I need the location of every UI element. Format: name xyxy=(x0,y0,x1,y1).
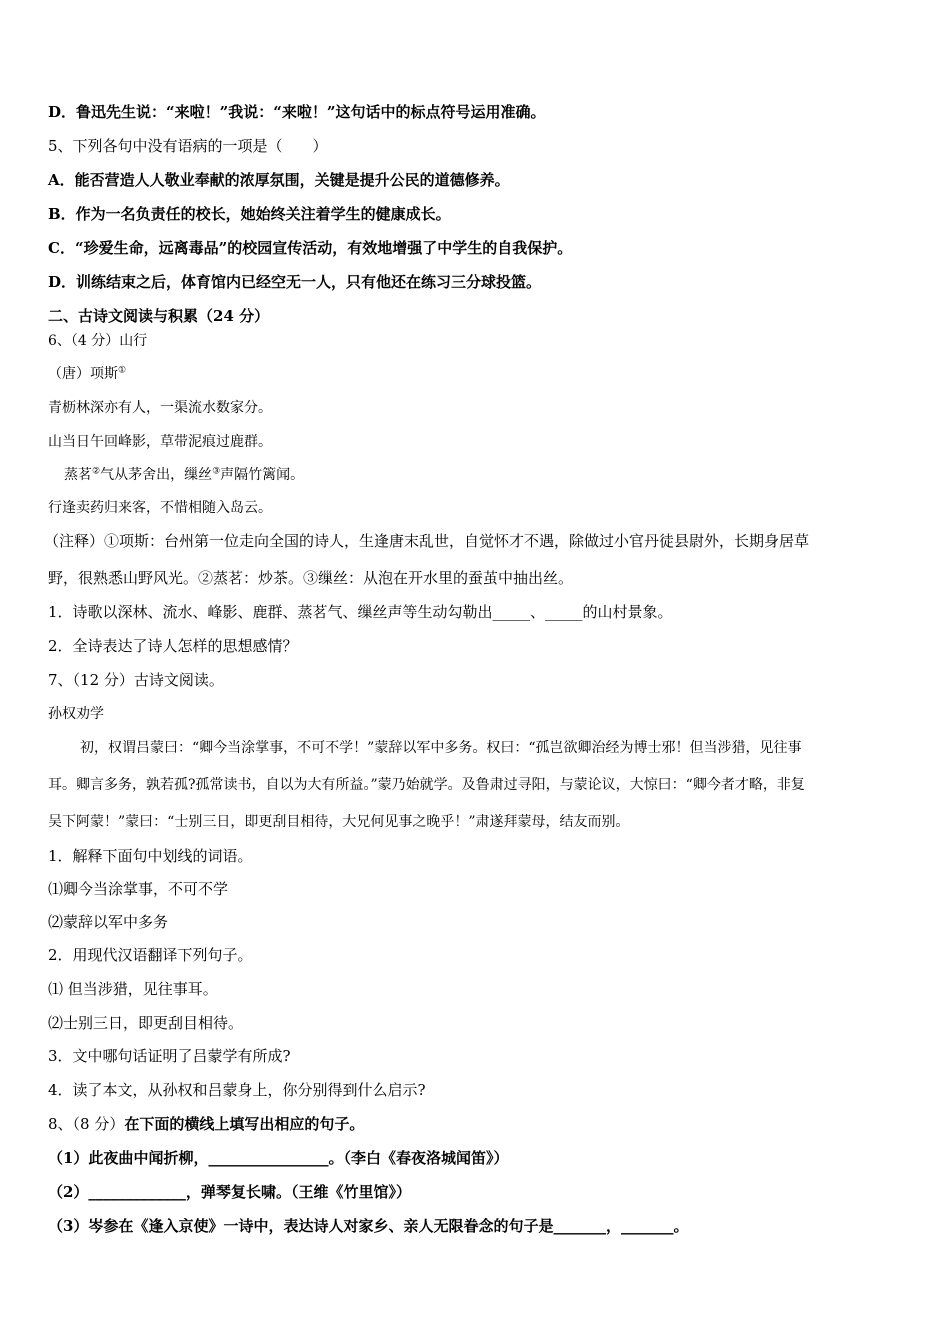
q4-option-d: D．鲁迅先生说：“来啦！”我说：“来啦！”这句话中的标点符号运用准确。 xyxy=(48,103,546,121)
q7-text-line-3: 吴下阿蒙！”蒙曰：“士别三日，即更刮目相待，大兄何见事之晚乎！”肃遂拜蒙母，结友而别。 xyxy=(48,814,630,830)
q7-sub-1: 1．解释下面句中划线的词语。 xyxy=(48,847,253,865)
q7-sub-1-2: ⑵蒙辞以军中多务 xyxy=(48,913,169,931)
q7-sub-3: 3．文中哪句话证明了吕蒙学有所成? xyxy=(48,1047,291,1065)
q7-sub-4: 4．读了本文，从孙权和吕蒙身上，你分别得到什么启示? xyxy=(48,1081,426,1099)
q6-poem-line-2: 山当日午回峰影，草带泥痕过鹿群。 xyxy=(48,434,272,450)
q6-stem: 6、（4 分）山行 xyxy=(48,333,148,349)
q8-item-1: （1）此夜曲中闻折柳，________________。（李白《春夜洛城闻笛》） xyxy=(48,1149,509,1167)
q6-poem-line-1: 青枥林深亦有人，一渠流水数家分。 xyxy=(48,400,272,416)
q6-author: （唐）项斯① xyxy=(48,365,127,382)
q5-option-c: C．“珍爱生命，远离毒品”的校园宣传活动，有效地增强了中学生的自我保护。 xyxy=(48,239,573,257)
q8-item-3: （3）岑参在《逢入京使》一诗中，表达诗人对家乡、亲人无限眷念的句子是_______，_______。 xyxy=(48,1217,689,1235)
q6-poem-line-4: 行逢卖药归来客，不惜相随入岛云。 xyxy=(48,500,272,516)
q7-text-line-2: 耳。卿言多务，孰若孤?孤常读书，自以为大有所益。”蒙乃始就学。及鲁肃过寻阳，与蒙论议，大惊曰：“卿今者才略，非复 xyxy=(48,777,805,793)
q6-sub-2: 2．全诗表达了诗人怎样的思想感情？ xyxy=(48,637,298,655)
q5-option-b: B．作为一名负责任的校长，她始终关注着学生的健康成长。 xyxy=(48,205,451,223)
q6-notes-line-2: 野，很熟悉山野风光。②蒸茗：炒茶。③缫丝：从泡在开水里的蚕茧中抽出丝。 xyxy=(48,569,574,587)
q7-sub-2-2: ⑵士别三日，即更刮目相待。 xyxy=(48,1014,244,1032)
q8-stem: 8、（8 分）在下面的横线上填写出相应的句子。 xyxy=(48,1115,365,1133)
section2-heading: 二、古诗文阅读与积累（24 分） xyxy=(48,307,270,325)
q5-option-d: D．训练结束之后，体育馆内已经空无一人，只有他还在练习三分球投篮。 xyxy=(48,273,542,291)
q5-option-a: A．能否营造人人敬业奉献的浓厚氛围，关键是提升公民的道德修养。 xyxy=(48,171,510,189)
q7-text-line-1: 初，权谓吕蒙曰：“卿今当涂掌事，不可不学！”蒙辞以军中多务。权曰：“孤岂欲卿治经为博士邪！但当涉猎，见往事 xyxy=(80,740,802,756)
q7-title: 孙权劝学 xyxy=(48,706,104,722)
q5-stem: 5、下列各句中没有语病的一项是（ ） xyxy=(48,137,328,155)
q7-sub-1-1: ⑴卿今当涂掌事，不可不学 xyxy=(48,880,229,898)
q7-sub-2-1: ⑴ 但当涉猎，见往事耳。 xyxy=(48,980,218,998)
q7-stem: 7、（12 分）古诗文阅读。 xyxy=(48,671,224,689)
q7-sub-2: 2．用现代汉语翻译下列句子。 xyxy=(48,946,253,964)
q8-item-2: （2）_____________，弹琴复长啸。（王维《竹里馆》） xyxy=(48,1183,411,1201)
q6-sub-1: 1．诗歌以深林、流水、峰影、鹿群、蒸茗气、缫丝声等生动勾勒出_____、_____的山村景象。 xyxy=(48,603,673,621)
q6-poem-line-3: 蒸茗②气从茅舍出，缫丝③声隔竹篱闻。 xyxy=(64,466,305,483)
q6-notes-line-1: （注释）①项斯：台州第一位走向全国的诗人，生逢唐末乱世，自觉怀才不遇，除做过小官丹徒县尉外，长期身居草 xyxy=(44,532,810,550)
